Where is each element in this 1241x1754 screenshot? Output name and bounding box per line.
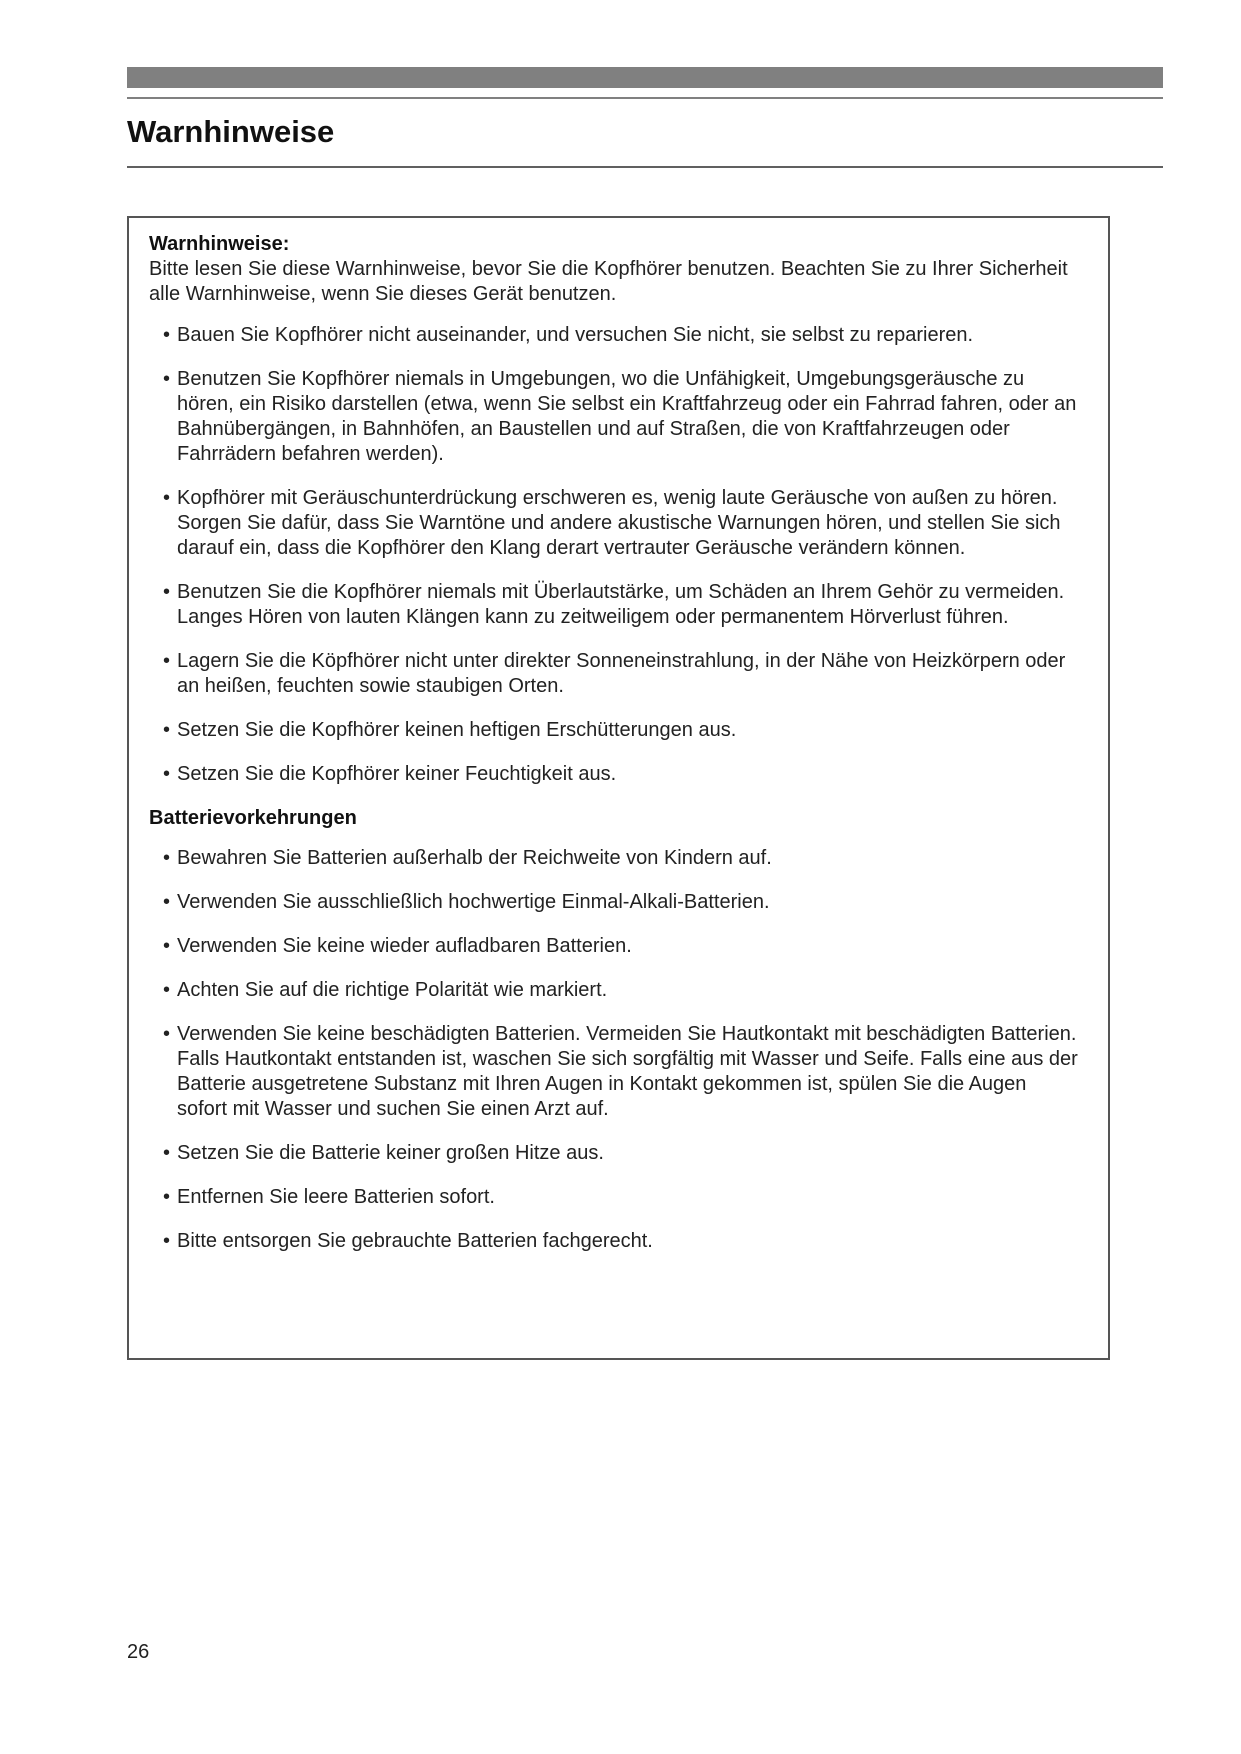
list-item-text: Bauen Sie Kopfhörer nicht auseinander, und versuchen Sie nicht, sie selbst zu reparieren.: [177, 324, 974, 346]
bullet-icon: •: [163, 847, 171, 869]
battery-list: [149, 846, 1088, 1254]
list-item-text: Bewahren Sie Batterien außerhalb der Reichweite von Kindern auf.: [177, 847, 772, 869]
bullet-icon: •: [163, 719, 171, 741]
list-item-text: Bitte entsorgen Sie gebrauchte Batterien fachgerecht.: [177, 1230, 653, 1252]
list-item: [149, 1185, 1088, 1210]
list-item-text: Verwenden Sie ausschließlich hochwertige Einmal-Alkali-Batterien.: [177, 891, 770, 913]
page-number: 26: [127, 1641, 150, 1663]
bullet-icon: •: [163, 650, 171, 672]
bullet-icon: •: [163, 324, 171, 346]
list-item: [149, 580, 1088, 630]
list-item: [149, 1229, 1088, 1254]
list-item-text: Setzen Sie die Batterie keiner großen Hitze aus.: [177, 1142, 604, 1164]
list-item-text: Setzen Sie die Kopfhörer keinen heftigen Erschütterungen aus.: [177, 719, 737, 741]
bullet-icon: •: [163, 487, 171, 509]
bullet-icon: •: [163, 1023, 171, 1045]
header-rule: [127, 97, 1163, 99]
list-item-text: Setzen Sie die Kopfhörer keiner Feuchtigkeit aus.: [177, 763, 617, 785]
list-item-text: Benutzen Sie die Kopfhörer niemals mit Überlautstärke, um Schäden an Ihrem Gehör zu vermeiden. Langes Hören von lauten Klängen kann zu zeitweiligem oder permanentem Hörverlust führen.: [177, 581, 1065, 628]
bullet-icon: •: [163, 763, 171, 785]
warnings-list: [149, 323, 1088, 787]
list-item-text: Benutzen Sie Kopfhörer niemals in Umgebungen, wo die Unfähigkeit, Umgebungsgeräusche zu hören, ein Risiko darstellen (etwa, wenn Sie selbst ein Kraftfahrzeug oder ein Fahrrad fahren, oder an Bahnübergängen, in Bahnhöfen, an Baustellen und auf Straßen, die von Kraftfahrzeugen oder Fahrrädern befahren werden).: [177, 368, 1077, 465]
list-item: [149, 1141, 1088, 1166]
warnings-intro: Bitte lesen Sie diese Warnhinweise, bevor Sie die Kopfhörer benutzen. Beachten Sie zu Ihrer Sicherheit alle Warnhinweise, wenn Sie dieses Gerät benutzen.: [149, 258, 1068, 305]
header-bar: [127, 67, 1163, 88]
list-item: [149, 323, 1088, 348]
warnings-heading: Warnhinweise:: [149, 233, 290, 255]
list-item-text: Entfernen Sie leere Batterien sofort.: [177, 1186, 495, 1208]
list-item: [149, 649, 1088, 699]
bullet-icon: •: [163, 1186, 171, 1208]
warning-box: [127, 216, 1110, 1360]
bullet-icon: •: [163, 368, 171, 390]
list-item-text: Kopfhörer mit Geräuschunterdrückung erschweren es, wenig laute Geräusche von außen zu hören. Sorgen Sie dafür, dass Sie Warntöne und andere akustische Warnungen hören, und stellen Sie sich darauf ein, dass die Kopfhörer den Klang derart vertrauter Geräusche verändern können.: [177, 487, 1061, 559]
list-item-text: Achten Sie auf die richtige Polarität wie markiert.: [177, 979, 608, 1001]
list-item: [149, 762, 1088, 787]
list-item-text: Lagern Sie die Köpfhörer nicht unter direkter Sonneneinstrahlung, in der Nähe von Heizkörpern oder an heißen, feuchten sowie staubigen Orten.: [177, 650, 1066, 697]
list-item: [149, 846, 1088, 871]
bullet-icon: •: [163, 1142, 171, 1164]
bullet-icon: •: [163, 581, 171, 603]
battery-heading: Batterievorkehrungen: [149, 807, 357, 829]
list-item: [149, 978, 1088, 1003]
list-item: [149, 718, 1088, 743]
bullet-icon: •: [163, 935, 171, 957]
list-item: [149, 934, 1088, 959]
list-item-text: Verwenden Sie keine wieder aufladbaren Batterien.: [177, 935, 632, 957]
bullet-icon: •: [163, 1230, 171, 1252]
list-item-text: Verwenden Sie keine beschädigten Batterien. Vermeiden Sie Hautkontakt mit beschädigten Batterien. Falls Hautkontakt entstanden ist, waschen Sie sich sorgfältig mit Wasser und Seife. Falls eine aus der Batterie ausgetretene Substanz mit Ihren Augen in Kontakt gekommen ist, spülen Sie die Augen sofort mit Wasser und suchen Sie einen Arzt auf.: [177, 1023, 1078, 1120]
page-title: Warnhinweise: [127, 114, 335, 149]
title-divider: [127, 166, 1163, 168]
list-item: [149, 367, 1088, 467]
list-item: [149, 890, 1088, 915]
list-item: [149, 486, 1088, 561]
list-item: [149, 1022, 1088, 1122]
bullet-icon: •: [163, 979, 171, 1001]
bullet-icon: •: [163, 891, 171, 913]
